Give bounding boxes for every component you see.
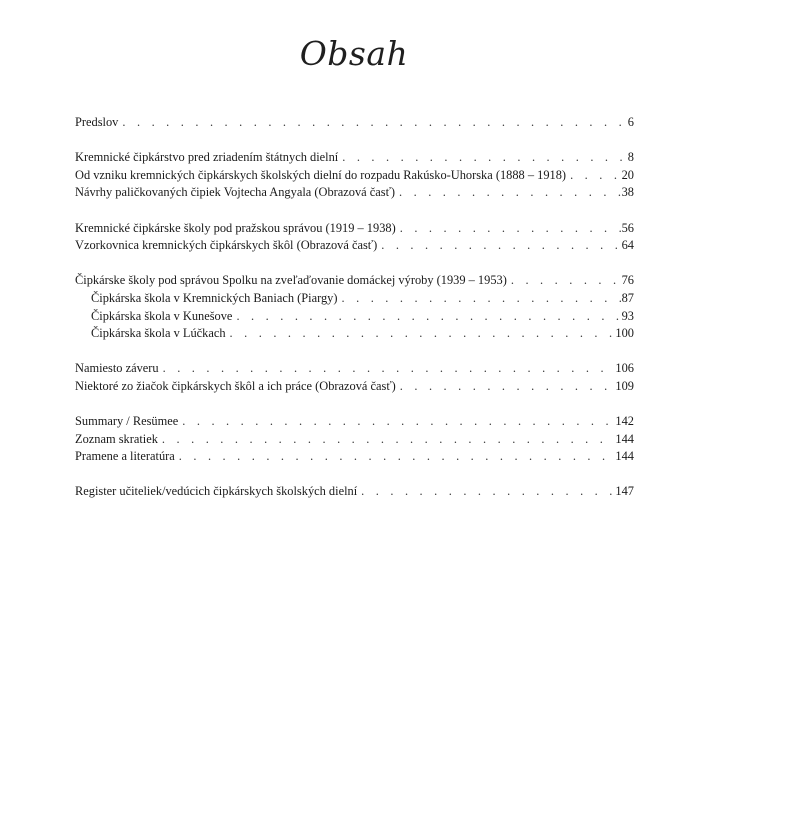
toc-entry-title: Čipkárska škola v Kunešove xyxy=(91,308,233,323)
toc-entry-title: Návrhy paličkovaných čipiek Vojtecha Angyala (Obrazová časť) xyxy=(75,185,395,200)
toc-entry-title: Summary / Resümee xyxy=(75,414,179,429)
dot-leader xyxy=(158,431,615,449)
toc-entry[interactable] xyxy=(75,413,634,431)
dot-leader xyxy=(396,378,616,396)
toc-page-number: 76 xyxy=(621,273,634,288)
toc-page-number: 93 xyxy=(621,308,634,323)
dot-leader xyxy=(118,114,627,132)
table-of-contents xyxy=(75,114,634,519)
dot-leader xyxy=(396,220,622,238)
toc-page-number: 147 xyxy=(615,484,634,499)
toc-entry-title: Od vzniku kremnických čipkárskych školských dielní do rozpadu Rakúsko-Uhorska (1888 – 1918) xyxy=(75,167,567,182)
toc-entry[interactable] xyxy=(75,114,634,132)
toc-entry[interactable] xyxy=(75,360,634,378)
toc-section xyxy=(75,220,634,255)
toc-section xyxy=(75,149,634,202)
toc-page-number: 56 xyxy=(621,220,634,235)
dot-leader xyxy=(232,308,621,326)
toc-entry[interactable] xyxy=(75,448,634,466)
dot-leader xyxy=(178,413,615,431)
toc-entry-title: Čipkárska škola v Lúčkach xyxy=(91,326,226,341)
toc-subentry[interactable] xyxy=(75,325,634,343)
toc-entry-title: Čipkárska škola v Kremnických Baniach (Piargy) xyxy=(91,290,338,305)
page-title: Obsah xyxy=(299,34,409,73)
toc-page-number: 106 xyxy=(615,361,634,376)
toc-page-number: 38 xyxy=(621,185,634,200)
toc-page-number: 144 xyxy=(615,449,634,464)
toc-entry-title: Pramene a literatúra xyxy=(75,449,175,464)
toc-subentry[interactable] xyxy=(75,308,634,326)
toc-entry[interactable] xyxy=(75,272,634,290)
toc-subentry[interactable] xyxy=(75,290,634,308)
toc-entry-title: Niektoré zo žiačok čipkárskych škôl a ich práce (Obrazová časť) xyxy=(75,378,396,393)
dot-leader xyxy=(357,483,615,501)
dot-leader xyxy=(226,325,616,343)
toc-entry[interactable] xyxy=(75,184,634,202)
toc-page-number: 6 xyxy=(627,115,634,129)
toc-entry-title: Zoznam skratiek xyxy=(75,431,158,446)
toc-page-number: 144 xyxy=(615,431,634,446)
toc-entry[interactable] xyxy=(75,378,634,396)
dot-leader xyxy=(377,237,621,255)
toc-page-number: 109 xyxy=(615,378,634,393)
toc-entry[interactable] xyxy=(75,167,634,185)
dot-leader xyxy=(175,448,616,466)
dot-leader xyxy=(338,290,622,308)
toc-entry-title: Register učiteliek/vedúcich čipkárskych školských dielní xyxy=(75,484,358,499)
toc-entry-title: Namiesto záveru xyxy=(75,361,159,376)
toc-page-number: 142 xyxy=(615,414,634,429)
toc-section xyxy=(75,483,634,501)
toc-page-number: 87 xyxy=(621,290,634,305)
dot-leader xyxy=(338,149,628,167)
toc-entry-title: Čipkárske školy pod správou Spolku na zveľaďovanie domáckej výroby (1939 – 1953) xyxy=(75,273,507,288)
toc-entry-title: Vzorkovnica kremnických čipkárskych škôl (Obrazová časť) xyxy=(75,238,378,253)
toc-section xyxy=(75,114,634,132)
dot-leader xyxy=(159,360,616,378)
dot-leader xyxy=(507,272,622,290)
toc-entry[interactable] xyxy=(75,431,634,449)
toc-page-number: 8 xyxy=(627,150,634,165)
toc-entry[interactable] xyxy=(75,149,634,167)
toc-page-number: 100 xyxy=(615,326,634,341)
toc-section xyxy=(75,413,634,466)
toc-entry[interactable] xyxy=(75,483,634,501)
toc-entry-title: Kremnické čipkárske školy pod pražskou správou (1919 – 1938) xyxy=(75,220,396,235)
toc-entry[interactable] xyxy=(75,237,634,255)
dot-leader xyxy=(566,167,622,185)
toc-section xyxy=(75,360,634,395)
toc-entry-title: Kremnické čipkárstvo pred zriadením štátnych dielní xyxy=(75,150,339,165)
toc-page-number: 64 xyxy=(621,238,634,253)
toc-entry-title: Predslov xyxy=(75,115,119,129)
dot-leader xyxy=(395,184,622,202)
toc-entry[interactable] xyxy=(75,220,634,238)
toc-section xyxy=(75,272,634,342)
toc-page-number: 20 xyxy=(621,167,634,182)
